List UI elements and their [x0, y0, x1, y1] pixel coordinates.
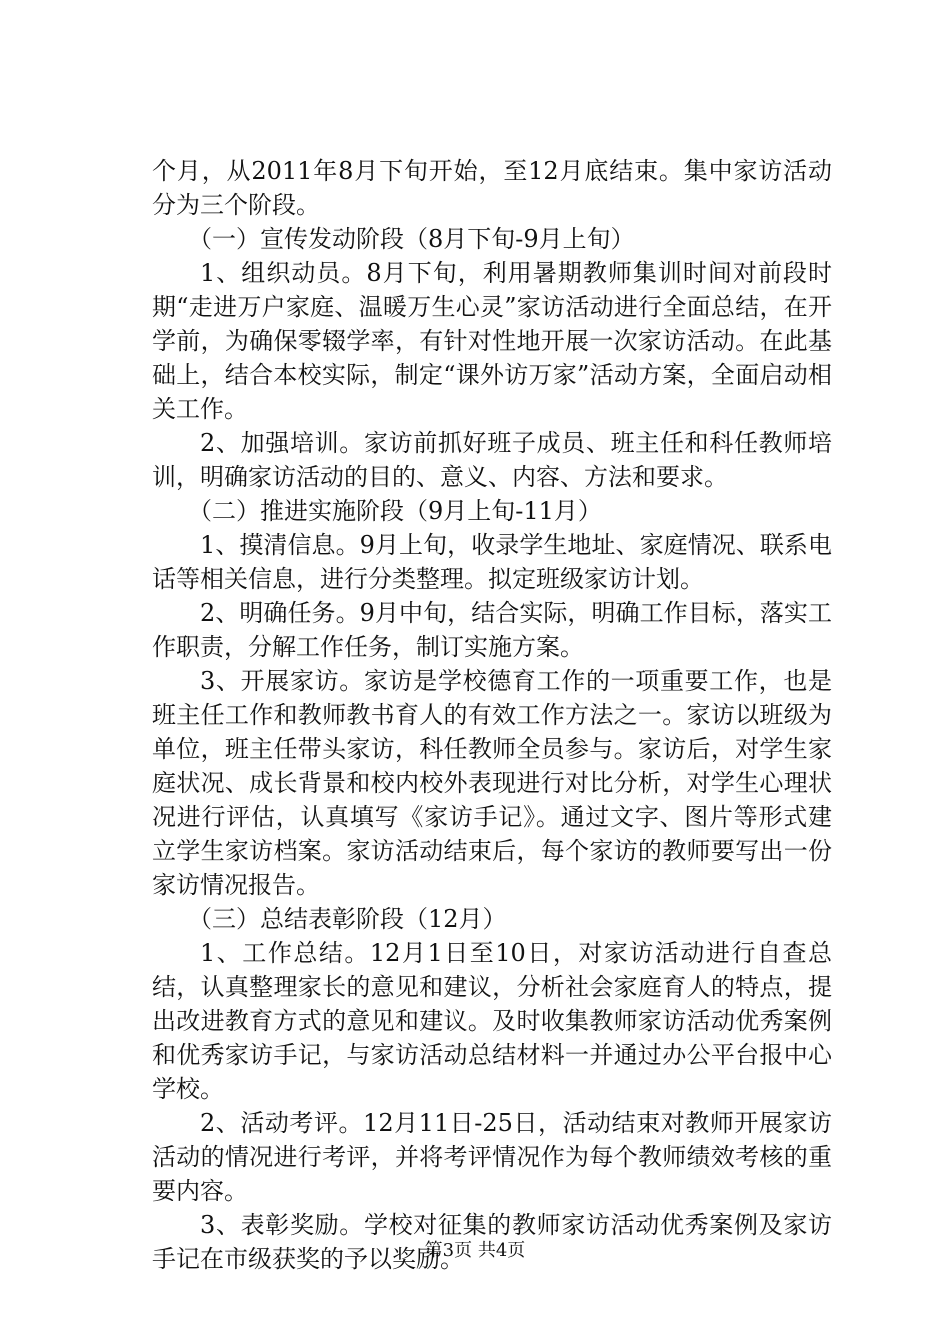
document-body	[152, 154, 832, 1276]
paragraph-collect-information: 1、摸清信息。9月上旬，收录学生地址、家庭情况、联系电话等相关信息，进行分类整理。拟定班级家访计划。	[152, 531, 832, 593]
paragraph-work-summary: 1、工作总结。12月1日至10日，对家访活动进行自查总结，认真整理家长的意见和建议，分析社会家庭育人的特点，提出改进教育方式的意见和建议。及时收集教师家访活动优秀案例和优秀家访手记，与家访活动总结材料一并通过办公平台报中心学校。	[152, 939, 832, 1103]
paragraph-conduct-home-visits: 3、开展家访。家访是学校德育工作的一项重要工作，也是班主任工作和教师教书育人的有效工作方法之一。家访以班级为单位，班主任带头家访，科任教师全员参与。家访后，对学生家庭状况、成长背景和校内校外表现进行对比分析，对学生心理状况进行评估，认真填写《家访手记》。通过文字、图片等形式建立学生家访档案。家访活动结束后，每个家访的教师要写出一份家访情况报告。	[152, 667, 832, 899]
paragraph-intro-continuation: 个月，从2011年8月下旬开始，至12月底结束。集中家访活动分为三个阶段。	[152, 157, 832, 219]
paragraph-activity-evaluation: 2、活动考评。12月11日-25日，活动结束对教师开展家访活动的情况进行考评，并将考评情况作为每个教师绩效考核的重要内容。	[152, 1109, 832, 1205]
paragraph-strengthen-training: 2、加强培训。家访前抓好班子成员、班主任和科任教师培训，明确家访活动的目的、意义、内容、方法和要求。	[152, 429, 832, 491]
page-number-label: 第3页 共4页	[424, 1240, 526, 1261]
page-footer	[0, 1240, 950, 1262]
paragraph-commendation-rewards: 3、表彰奖励。学校对征集的教师家访活动优秀案例及家访手记在市级获奖的予以奖励。	[152, 1211, 832, 1273]
section-heading-publicity-phase: （一）宣传发动阶段（8月下旬-9月上旬）	[188, 225, 635, 253]
paragraph-organize-mobilize: 1、组织动员。8月下旬，利用暑期教师集训时间对前段时期“走进万户家庭、温暖万生心灵”家访活动进行全面总结，在开学前，为确保零辍学率，有针对性地开展一次家访活动。在此基础上，结合本校实际，制定“课外访万家”活动方案，全面启动相关工作。	[152, 259, 832, 423]
paragraph-clarify-tasks: 2、明确任务。9月中旬，结合实际，明确工作目标，落实工作职责，分解工作任务，制订实施方案。	[152, 599, 832, 661]
section-heading-summary-phase: （三）总结表彰阶段（12月）	[188, 905, 507, 933]
section-heading-implementation-phase: （二）推进实施阶段（9月上旬-11月）	[188, 497, 602, 525]
